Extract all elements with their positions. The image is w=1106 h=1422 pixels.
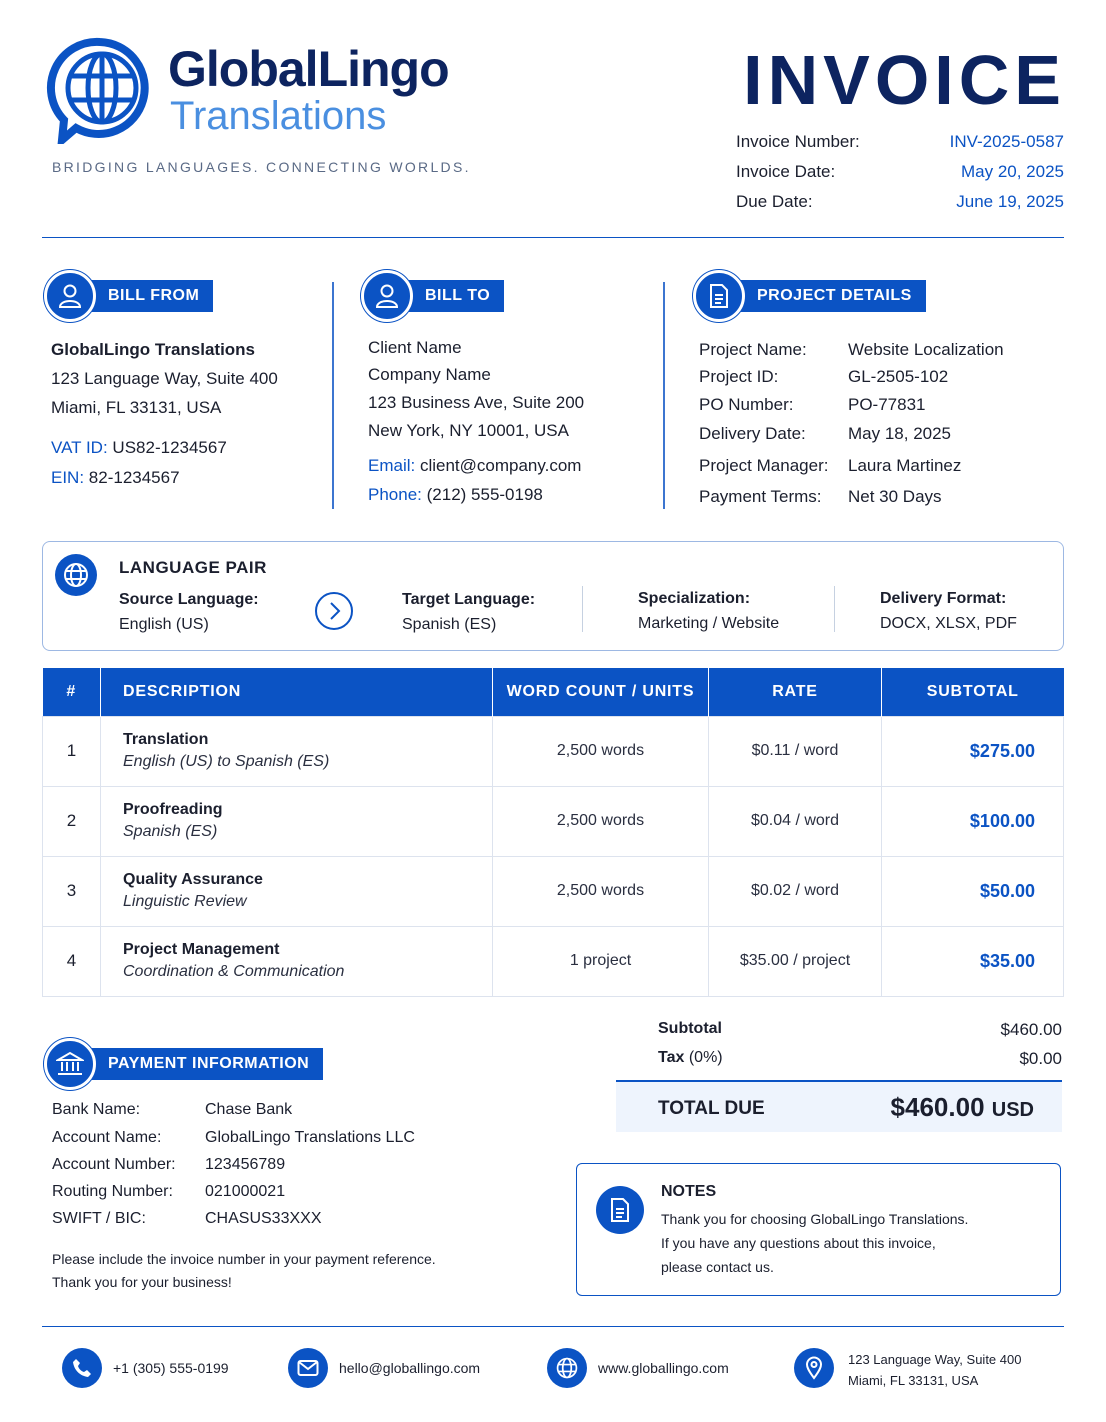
globe-chat-logo-icon (46, 36, 154, 144)
row-number: 4 (43, 926, 101, 996)
footer-website: www.globallingo.com (598, 1360, 729, 1376)
item-rate: $35.00 / project (709, 926, 882, 996)
table-header-row (43, 668, 1064, 716)
payment-label: Routing Number: (52, 1183, 173, 1200)
column-header: DESCRIPTION (101, 668, 493, 716)
project-label: Project Name: (699, 340, 807, 359)
tax-value: $0.00 (1019, 1049, 1062, 1068)
item-count: 2,500 words (493, 786, 709, 856)
item-title: Proofreading (123, 801, 223, 818)
bill-to-company: Company Name (368, 365, 491, 384)
project-value: Laura Martinez (848, 456, 962, 475)
line-items-table (42, 668, 1064, 997)
project-value: PO-77831 (848, 395, 926, 414)
subtotal-value: $460.00 (1000, 1020, 1062, 1039)
column-header: WORD COUNT / UNITS (493, 668, 709, 716)
project-label: Delivery Date: (699, 424, 806, 443)
ein-label: EIN: (51, 468, 85, 487)
chevron-right-icon (314, 591, 354, 631)
total-due-value: $460.00 (890, 1092, 985, 1122)
target-language: Spanish (ES) (402, 616, 497, 633)
payment-info-title: PAYMENT INFORMATION (92, 1048, 323, 1080)
column-divider (663, 282, 665, 509)
project-details-heading (693, 280, 926, 312)
payment-label: Account Name: (52, 1129, 162, 1146)
vat-value: US82-1234567 (112, 438, 227, 457)
footer-address2: Miami, FL 33131, USA (848, 1373, 979, 1388)
item-rate: $0.04 / word (709, 786, 882, 856)
thank-you-note: Thank you for your business! (52, 1274, 232, 1290)
item-count: 2,500 words (493, 856, 709, 926)
item-subtotal: $35.00 (882, 926, 1064, 996)
location-pin-icon (794, 1348, 834, 1388)
item-title: Translation (123, 731, 209, 748)
invoice-number: INV-2025-0587 (949, 132, 1064, 151)
column-header: # (43, 668, 101, 716)
column-divider (332, 282, 334, 509)
total-due-currency: USD (991, 1099, 1034, 1121)
bill-to-title: BILL TO (409, 280, 504, 312)
payment-value: GlobalLingo Translations LLC (205, 1129, 415, 1146)
header-divider (42, 237, 1064, 238)
row-number: 2 (43, 786, 101, 856)
item-count: 1 project (493, 926, 709, 996)
notes-box (576, 1163, 1061, 1296)
table-row (43, 856, 1064, 926)
due-date: June 19, 2025 (956, 192, 1064, 211)
bank-icon (44, 1038, 96, 1090)
phone-icon (62, 1348, 102, 1388)
payment-value: 021000021 (205, 1183, 286, 1200)
bill-from-company: GlobalLingo Translations (51, 340, 256, 359)
source-language-label: Source Language: (119, 591, 259, 608)
tax-label: Tax (658, 1049, 685, 1066)
brand-tagline: BRIDGING LANGUAGES. CONNECTING WORLDS. (52, 159, 471, 175)
project-value: Website Localization (848, 340, 1004, 359)
tax-percent: (0%) (688, 1049, 723, 1066)
invoice-number-label: Invoice Number: (736, 132, 860, 151)
total-due-label: TOTAL DUE (658, 1098, 765, 1119)
column-header: RATE (709, 668, 882, 716)
bill-to-address1: 123 Business Ave, Suite 200 (368, 393, 585, 412)
brand-name: GlobalLingo (168, 41, 449, 97)
notes-line: please contact us. (661, 1259, 774, 1275)
payment-reference-note: Please include the invoice number in your payment reference. (52, 1251, 436, 1267)
payment-label: Bank Name: (52, 1101, 141, 1118)
delivery-format: DOCX, XLSX, PDF (880, 615, 1017, 632)
item-subtitle: Linguistic Review (123, 893, 247, 910)
target-language-label: Target Language: (402, 591, 536, 608)
document-icon (693, 270, 745, 322)
item-subtotal: $100.00 (882, 786, 1064, 856)
project-label: PO Number: (699, 395, 794, 414)
item-rate: $0.02 / word (709, 856, 882, 926)
bill-from-address2: Miami, FL 33131, USA (51, 398, 222, 417)
item-title: Quality Assurance (123, 871, 263, 888)
payment-label: SWIFT / BIC: (52, 1210, 146, 1227)
bill-to-address2: New York, NY 10001, USA (368, 421, 569, 440)
user-icon (44, 270, 96, 322)
due-date-label: Due Date: (736, 192, 813, 211)
payment-value: 123456789 (205, 1156, 286, 1173)
notes-line: Thank you for choosing GlobalLingo Translations. (661, 1211, 969, 1227)
language-divider (834, 586, 835, 632)
payment-value: CHASUS33XXX (205, 1210, 322, 1227)
project-label: Project Manager: (699, 456, 829, 475)
item-count: 2,500 words (493, 716, 709, 786)
invoice-date: May 20, 2025 (960, 162, 1064, 181)
specialization-label: Specialization: (638, 590, 751, 607)
phone-value: (212) 555-0198 (426, 485, 543, 504)
notes-document-icon (596, 1186, 644, 1234)
language-pair-title: LANGUAGE PAIR (119, 558, 267, 577)
project-value: Net 30 Days (848, 487, 942, 506)
item-subtotal: $50.00 (882, 856, 1064, 926)
ein-value: 82-1234567 (88, 468, 180, 487)
language-divider (582, 586, 583, 632)
table-row (43, 926, 1064, 996)
footer-address1: 123 Language Way, Suite 400 (848, 1352, 1022, 1367)
item-subtitle: English (US) to Spanish (ES) (123, 753, 330, 770)
item-subtitle: Spanish (ES) (123, 823, 218, 840)
invoice-title: INVOICE (743, 41, 1066, 119)
subtotal-label: Subtotal (658, 1020, 722, 1037)
bill-from-title: BILL FROM (92, 280, 213, 312)
brand-subtitle: Translations (170, 94, 387, 138)
project-value: May 18, 2025 (848, 424, 952, 443)
email-label: Email: (368, 456, 416, 475)
invoice-date-label: Invoice Date: (736, 162, 836, 181)
email-value: client@company.com (419, 456, 582, 475)
user-icon (361, 270, 413, 322)
notes-line: If you have any questions about this invoice, (661, 1235, 936, 1251)
bill-from-address1: 123 Language Way, Suite 400 (51, 369, 278, 388)
project-label: Project ID: (699, 367, 779, 386)
item-subtotal: $275.00 (882, 716, 1064, 786)
project-value: GL-2505-102 (848, 367, 949, 386)
phone-label: Phone: (368, 485, 422, 504)
item-title: Project Management (123, 941, 280, 958)
footer-email: hello@globallingo.com (339, 1360, 481, 1376)
footer-phone: +1 (305) 555-0199 (113, 1360, 229, 1376)
item-subtitle: Coordination & Communication (123, 963, 345, 980)
globe-icon (55, 554, 97, 596)
project-details-title: PROJECT DETAILS (741, 280, 926, 312)
bill-to-heading (361, 280, 504, 312)
row-number: 3 (43, 856, 101, 926)
footer-divider (42, 1326, 1064, 1327)
bill-to-client: Client Name (368, 338, 462, 357)
table-row (43, 786, 1064, 856)
payment-label: Account Number: (52, 1156, 176, 1173)
notes-title: NOTES (661, 1183, 717, 1200)
column-header: SUBTOTAL (882, 668, 1064, 716)
vat-label: VAT ID: (51, 438, 108, 457)
delivery-format-label: Delivery Format: (880, 590, 1007, 607)
payment-value: Chase Bank (205, 1101, 293, 1118)
project-label: Payment Terms: (699, 487, 822, 506)
globe-icon (547, 1348, 587, 1388)
source-language: English (US) (119, 616, 209, 633)
mail-icon (288, 1348, 328, 1388)
row-number: 1 (43, 716, 101, 786)
payment-info-heading (44, 1048, 323, 1080)
specialization: Marketing / Website (638, 615, 780, 632)
item-rate: $0.11 / word (709, 716, 882, 786)
bill-from-heading (44, 280, 213, 312)
table-row (43, 716, 1064, 786)
